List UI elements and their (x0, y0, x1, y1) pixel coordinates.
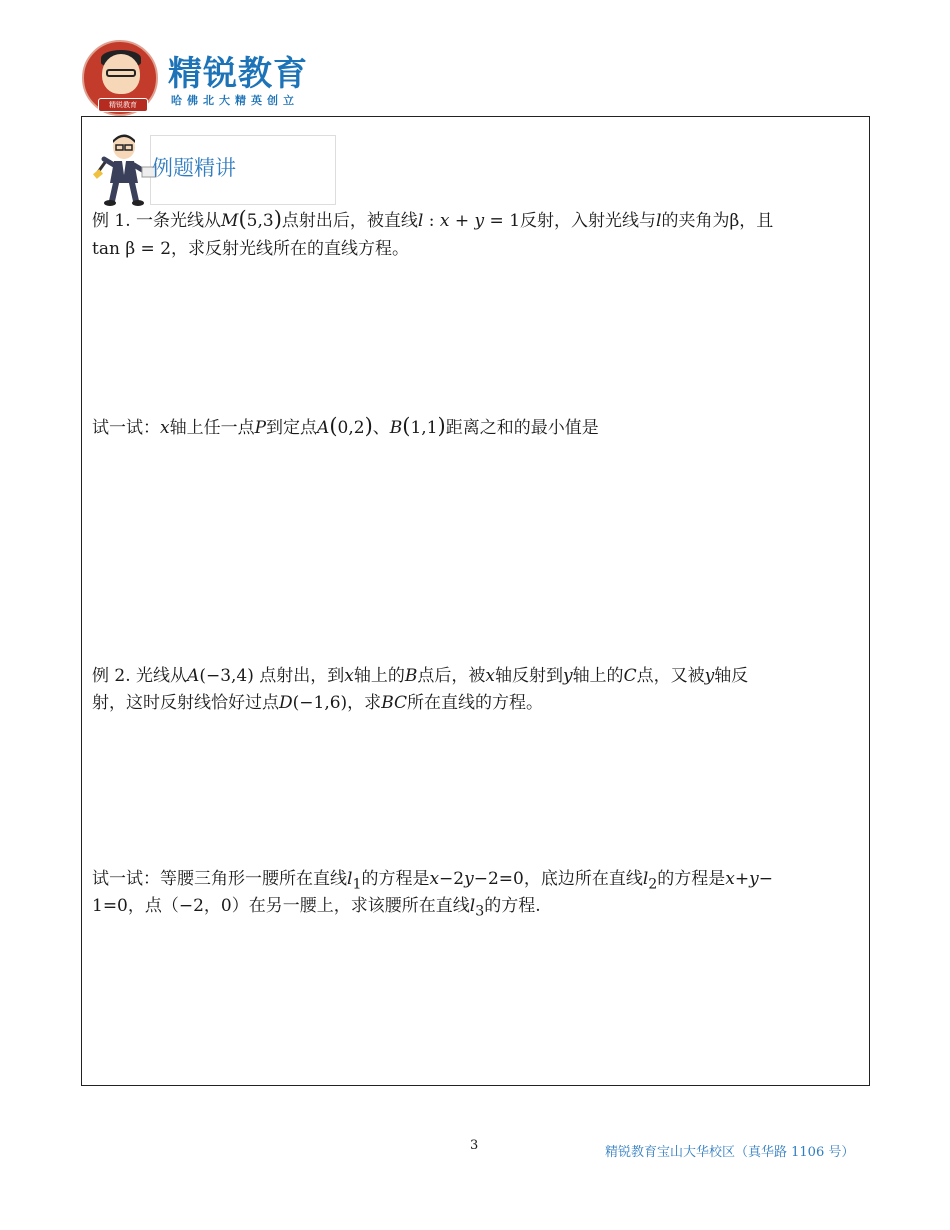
logo-badge-icon (82, 40, 158, 116)
try-2-line-1: 试一试：等腰三角形一腰所在直线$l_1$的方程是x−2y−2=0，底边所在直线$l_2$的方程是x+y− (92, 869, 773, 893)
logo-subtitle: 哈佛北大精英创立 (171, 94, 299, 107)
page-number: 3 (470, 1138, 479, 1153)
content-frame (81, 116, 870, 1086)
try-1-line-1: 试一试：x轴上任一点P到定点A(0,2)、B(1,1)距离之和的最小值是 (92, 414, 599, 438)
brand-logo (82, 40, 327, 116)
example-2-line-2: 射，这时反射线恰好过点D(−1,6)，求BC所在直线的方程。 (92, 693, 544, 713)
example-1-line-2: tan β = 2，求反射光线所在的直线方程。 (92, 239, 410, 259)
footer-school-address: 精锐教育宝山大华校区（真华路 1106 号） (605, 1145, 855, 1160)
logo-ribbon: 精锐教育 (98, 98, 148, 112)
example-2-line-1: 例 2. 光线从A(−3,4) 点射出，到x轴上的B点后，被x轴反射到y轴上的C点，又被y轴反 (92, 666, 749, 686)
logo-title: 精锐教育 (168, 54, 308, 94)
section-title: 例题精讲 (152, 156, 236, 180)
try-2-line-2: 1=0，点（−2，0）在另一腰上，求该腰所在直线$l_3$的方程. (92, 896, 541, 920)
example-1-line-1: 例 1. 一条光线从M(5,3)点射出后，被直线l : x + y = 1反射，入射光线与l的夹角为β，且 (92, 207, 774, 231)
section-badge (92, 131, 337, 207)
